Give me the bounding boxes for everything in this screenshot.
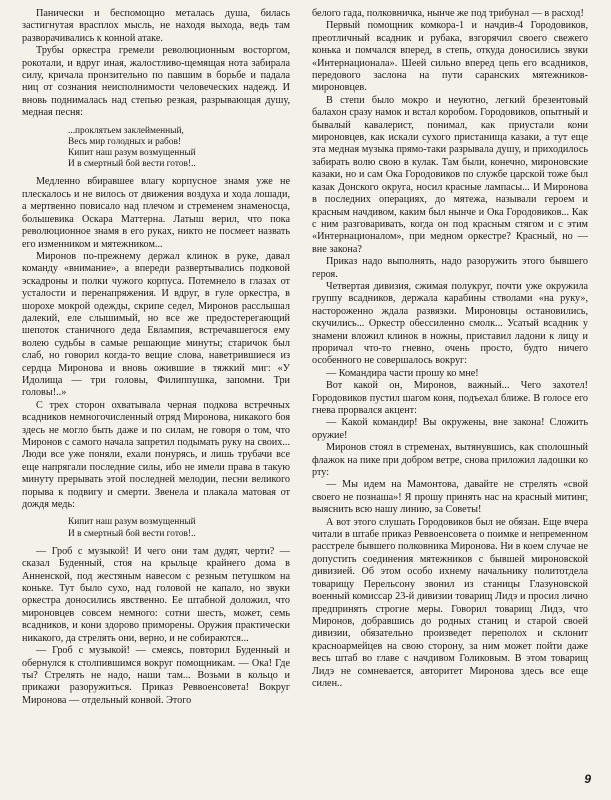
paragraph: С трех сторон охватывала черная подкова встречных всадников немногочисленный отряд Миронова, никакого боя здесь не могло быть даже и по силам, не говоря о том, что Миронов с самого начала запретил подымать руку на своих... Люди все уже поняли, ехали понурясь, и лишь трубачи все еще напрягали последние силы, ибо не имели права в такую минуту прерывать этой последней мелодии, песни великого порыва к подвигу и смерти. Звенела и плакала матовая от дождя медь:	[22, 399, 290, 511]
paragraph: Вот какой он, Миронов, важный... Чего захотел! Городовиков пустил шагом коня, подъехал ближе. В голосе его гнева прорвался акцент:	[312, 380, 588, 416]
verse-line: Кипит наш разум возмущенный	[68, 517, 196, 528]
verse-line: Весь мир голодных и рабов!	[68, 136, 182, 147]
song-verse	[68, 517, 290, 539]
paragraph: Медленно вбиравшее влагу корпусное знамя уже не плескалось и не вилось от движения воздуха и хода лошади, а мертвенно повисало над плечом и стременем знаменосца, большевика Оскара Маттерна. Латыш верил, что пока революционное знамя в его руках, никто не посмеет назвать его изменником и мятежником...	[22, 176, 290, 250]
paragraph: — Мы идем на Мамонтова, давайте не стрелять «свой своего не познаша»! Я прошу принять нас на красный митинг, выяснить всю нашу линию, за Советы!	[312, 479, 588, 516]
paragraph: В степи было мокро и неуютно, легкий брезентовый балахон сразу намок и встал коробом. Городовиков, опытный и бывалый кавалерист, понимал, как приустали кони мироновцев, как искали сухого пристанища казаки, а тут еще эта медная музыка прямо-таки разрывала душу, и приходилось забирать волю свою в кулак. Там были, конечно, мироновские казаки, но и сам Ока Городовиков по службе царской тоже был казак Донского округа, носил красные лампасы... И Миронова в последних операциях, до мятежа, называли героем и красным начдивом, каким был нынче и Ока Городовиков... Как с ним разговаривать, когда он под красным стягом и с этим «Интернационалом», при медном оркестре? Красный, но — вне закона?	[312, 94, 588, 255]
paragraph: Миронов по-прежнему держал клинок в руке, давал команду «внимание», а впереди развертывались подковой эскадроны и полки чужого корпуса. Потемнело в глазах от усталости и перенапряжения. И вдруг, в гуле оркестра, в шорохе мокрой одежды, скрипе седел, Миронов расслышал далекий, еле слышимый, но все же предостерегающий шепоток станичного деда Евлампия, встречавшегося ему волею судьбы в самые решающие минуты; старичок был слаб, но говорил когда-то вещие слова, наветрившиеся из сердца Миронова и вновь ожившие в тяжкий миг: «У Идолища — три головы, Филиппушка, запомни. Три головы!..»	[22, 250, 290, 399]
page-number: 9	[584, 772, 591, 786]
paragraph: — Командира части прошу ко мне!	[326, 367, 479, 379]
verse-line: И в смертный бой вести готов!..	[68, 159, 196, 170]
paragraph: Приказ надо выполнять, надо разоружить этого бывшего героя.	[312, 256, 588, 280]
paragraph: Панически и беспомощно металась душа, билась застигнутая врасплох мысль, не находя выхода, ведь там разворачивались к конной атаке.	[22, 8, 290, 44]
verse-line: И в смертный бой вести готов!..	[68, 528, 196, 539]
paragraph: Первый помощник комкора-1 и начдив-4 Городовиков, преотличный всадник и рубака, взгорячил своего свежего конька и помчался вперед, в степь, откуда доносились звуки «Интернационала». Шеей сильно вперед цепь его всадников, передового заслона на пути саранских мятежников-мироновцев.	[312, 20, 588, 94]
verse-line: ...проклятьем заклейменный,	[68, 125, 184, 136]
right-column	[312, 8, 588, 690]
paragraph: А вот этого слушать Городовиков был не обязан. Еще вчера читали в штабе приказ Реввоенсовета о поимке и непременном расстреле бывшего полковника Миронова. Ни в коем случае не допустить соединения мятежников с бывшей мироновской дивизией. Об этом особо ихнему начальнику политотдела товарищу Перельсону звонил из станицы Глазуновской военный комиссар 23-й дивизии товарищ Лидэ и просил лично предпринять строгие меры. Говорил товарищ Лидэ, что Миронов, добравшись до родных станиц и старой своей дивизии, обязательно произведет переполох и склонит красноармейцев на свою сторону, за ним может пойти даже весь штаб во главе с начдивом Голиковым. В этом товарищ Лидэ не сомневается, авторитет Миронова здесь все еще силен..	[312, 516, 588, 689]
paragraph: — Какой командир! Вы окружены, вне закона! Сложить оружие!	[312, 417, 588, 441]
paragraph: — Гроб с музыкой! И чего они там дудят, черти? — сказал Буденный, стоя на крыльце крайнего дома в Анненской, под жестяным навесом с резным петушком на коньке. Тут было сухо, над головой не капало, но звуки оркестра доносились явственно. Ее штабной доложил, что мироновцев совсем немного: сотни шесть, может, семь всадников, и кони здорово приморены. Оружия практически никакого, да стрелять они, верно, и не собираются...	[22, 545, 290, 644]
paragraph: Миронов стоял в стременах, вытянувшись, как сполошный флажок на пике при добром ветре, снова приложил ладошки ко рту:	[312, 442, 588, 479]
left-column	[22, 8, 290, 707]
paragraph: белого гада, полковничка, нынче же под трибунал — в расход!	[312, 8, 584, 19]
paragraph: Четвертая дивизия, сжимая полукруг, почти уже окружила группу всадников, держала карабины стволами «на руку», настороженно ждала развязки. Мироновцы остановились, скучились... Оркестр обессиленно смолк... Усатый всадник у знамени вложил клинок в ножны, приставил ладони к лицу и проричал что-то гневно, очень просто, будто ничего особенного не совершалось вокруг:	[312, 280, 588, 367]
paragraph: Трубы оркестра гремели революционным восторгом, рокотали, и вдруг иная, жалостливо-щемящая нота забирала силу, кричала пронзительно по павшим в борьбе и падала ниц от сознания неисполнимости человеческих надежд. И вновь поднималась над степью резкая, разрывающая душу, медная песня:	[22, 45, 290, 119]
paragraph: — Гроб с музыкой! — смеясь, повторил Буденный и обернулся к столпившимся вокруг помощникам. — Ока! Где ты? Стрелять не надо, наши там... Возьми в кольцо и прикажи разоружиться. Приказ Реввоенсовета! Вокруг Миронова — отдельный конвой. Этого	[22, 645, 290, 706]
song-verse	[68, 126, 290, 171]
verse-line: Кипит наш разум возмущенный	[68, 148, 196, 159]
